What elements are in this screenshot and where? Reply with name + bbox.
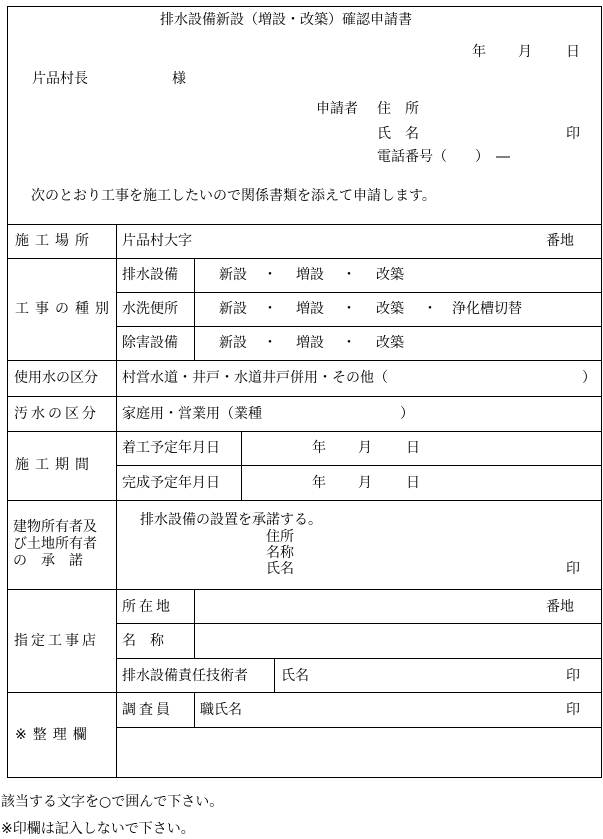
option-separator: ・ — [423, 301, 437, 317]
column-divider — [116, 224, 117, 778]
applicant-address-label: 住 所 — [377, 101, 419, 117]
row-divider — [116, 465, 602, 466]
start-month-label: 月 — [358, 440, 372, 456]
contractor-label: 指定工事店 — [14, 633, 99, 649]
option-renovation: 改築 — [376, 267, 404, 283]
office-use-label: ※整理欄 — [15, 727, 93, 743]
sewage-label: 汚水の区分 — [14, 406, 99, 422]
consent-seal: 印 — [566, 561, 580, 577]
form-title: 排水設備新設（増設・改築）確認申請書 — [160, 12, 412, 28]
note-line: ※印欄は記入しないで下さい。 — [1, 821, 195, 837]
engineer-seal: 印 — [566, 668, 580, 684]
consent-statement: 排水設備の設置を承諾する。 — [140, 512, 322, 528]
option-separator: ・ — [263, 301, 277, 317]
option-new: 新設 — [219, 335, 247, 351]
start-day-label: 日 — [406, 440, 420, 456]
option-separator: ・ — [342, 301, 356, 317]
start-year-label: 年 — [312, 440, 326, 456]
date-day-label: 日 — [566, 44, 580, 60]
applicant-label: 申請者 — [316, 101, 358, 117]
row-divider — [7, 500, 602, 501]
water-use-value: 村営水道・井戸・水道井戸併用・その他（ — [122, 370, 388, 386]
option-new: 新設 — [219, 267, 247, 283]
date-month-label: 月 — [518, 44, 532, 60]
inspector-name-label: 職氏名 — [200, 702, 242, 718]
engineer-name-label: 氏名 — [281, 668, 309, 684]
end-month-label: 月 — [358, 475, 372, 491]
applicant-seal: 印 — [566, 126, 580, 142]
consent-label-line: 建物所有者及 — [13, 519, 97, 535]
end-day-label: 日 — [406, 475, 420, 491]
column-divider — [274, 658, 275, 692]
option-new: 新設 — [219, 301, 247, 317]
option-separator: ・ — [263, 335, 277, 351]
row-divider — [116, 326, 602, 327]
form-frame — [7, 6, 602, 778]
option-septic-switch: 浄化槽切替 — [452, 301, 522, 317]
period-start-label: 着工予定年月日 — [122, 440, 220, 456]
engineer-label: 排水設備責任技術者 — [122, 668, 248, 684]
inspector-label: 調査員 — [122, 702, 173, 718]
option-renovation: 改築 — [376, 301, 404, 317]
row-divider — [116, 658, 602, 659]
column-divider — [241, 431, 242, 500]
row-divider — [7, 431, 602, 432]
row-divider — [7, 224, 602, 225]
row-divider — [116, 292, 602, 293]
option-separator: ・ — [342, 267, 356, 283]
work-type-abatement: 除害設備 — [122, 335, 178, 351]
site-label: 施工場所 — [15, 233, 95, 249]
addressee: 片品村長 — [32, 71, 88, 87]
column-divider — [194, 258, 195, 360]
applicant-phone-label: 電話番号（ ） ― — [377, 149, 510, 165]
row-divider — [7, 396, 602, 397]
work-type-label: 工事の種別 — [15, 301, 115, 317]
sewage-value: 家庭用・営業用（業種 — [122, 406, 262, 422]
work-type-drainage: 排水設備 — [122, 267, 178, 283]
water-use-close: ） — [582, 370, 596, 386]
sewage-close: ） — [400, 406, 414, 422]
option-extension: 増設 — [296, 335, 324, 351]
consent-company-label: 名称 — [266, 545, 294, 561]
option-renovation: 改築 — [376, 335, 404, 351]
inspector-seal: 印 — [566, 702, 580, 718]
date-year-label: 年 — [472, 44, 486, 60]
consent-name-label: 氏名 — [266, 561, 294, 577]
row-divider — [7, 692, 602, 693]
note-line: 該当する文字を○で囲んで下さい。 — [1, 794, 224, 810]
contractor-location-label: 所在地 — [122, 599, 173, 615]
row-divider — [116, 623, 602, 624]
honorific: 様 — [172, 71, 186, 87]
site-value: 片品村大字 — [122, 233, 192, 249]
contractor-name-label: 名 称 — [122, 633, 164, 649]
period-end-label: 完成予定年月日 — [122, 475, 220, 491]
applicant-name-label: 氏 名 — [377, 126, 419, 142]
consent-label-line: の 承 諾 — [13, 553, 83, 569]
work-type-toilet: 水洗便所 — [122, 301, 178, 317]
option-extension: 増設 — [296, 301, 324, 317]
row-divider — [7, 258, 602, 259]
end-year-label: 年 — [312, 475, 326, 491]
option-separator: ・ — [342, 335, 356, 351]
consent-label-line: び土地所有者 — [13, 536, 97, 552]
site-suffix: 番地 — [546, 233, 574, 249]
row-divider — [116, 727, 602, 728]
row-divider — [7, 589, 602, 590]
contractor-location-suffix: 番地 — [546, 599, 574, 615]
consent-address-label: 住所 — [266, 529, 294, 545]
column-divider — [194, 589, 195, 658]
option-extension: 増設 — [296, 267, 324, 283]
period-label: 施工期間 — [15, 457, 95, 473]
application-statement: 次のとおり工事を施工したいので関係書類を添えて申請します。 — [31, 188, 436, 204]
column-divider — [194, 692, 195, 727]
row-divider — [7, 360, 602, 361]
water-use-label: 使用水の区分 — [14, 370, 98, 386]
option-separator: ・ — [263, 267, 277, 283]
